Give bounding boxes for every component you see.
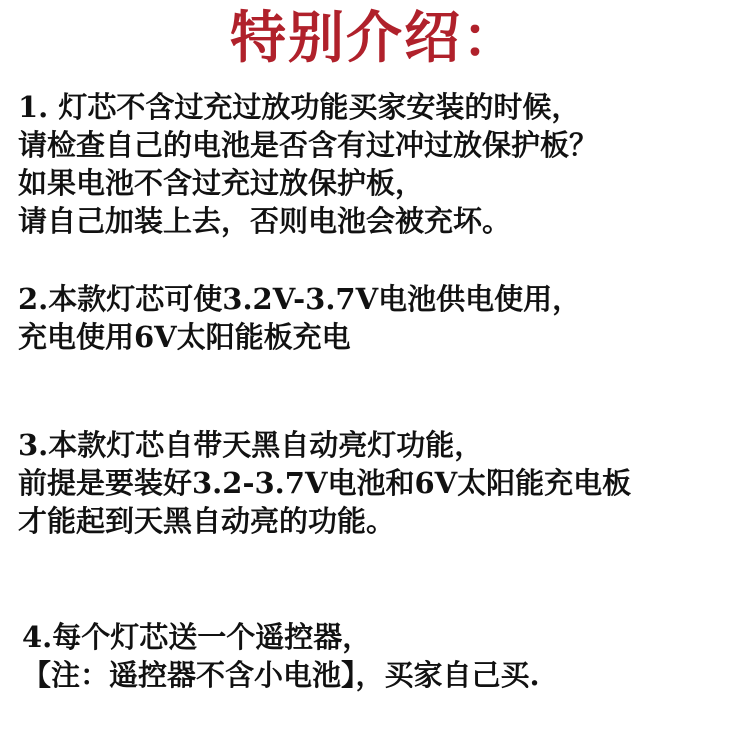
note-4-line-1: 4.每个灯芯送一个遥控器， — [22, 620, 372, 654]
note-4-line-2: 【注：遥控器不含小电池】，买家自己买. — [22, 658, 540, 692]
note-2-line-1: 2.本款灯芯可使3.2V-3.7V电池供电使用， — [18, 282, 582, 316]
note-3-line-3: 才能起到天黑自动亮的功能。 — [18, 504, 396, 538]
note-section-3 — [18, 426, 744, 540]
note-section-4 — [22, 618, 748, 694]
note-3-line-1: 3.本款灯芯自带天黑自动亮灯功能， — [18, 428, 484, 462]
note-section-1 — [18, 88, 744, 240]
note-section-2 — [18, 280, 744, 356]
note-1-line-1: 1. 灯芯不含过充过放功能买家安装的时候， — [18, 90, 581, 124]
note-2-line-2: 充电使用6V太阳能板充电 — [18, 320, 351, 354]
note-1-line-4: 请自己加装上去，否则电池会被充坏。 — [18, 204, 512, 238]
page-title: 特别介绍： — [230, 5, 520, 71]
note-1-line-3: 如果电池不含过充过放保护板， — [18, 166, 425, 200]
note-1-line-2: 请检查自己的电池是否含有过冲过放保护板？ — [18, 128, 599, 162]
note-3-line-2: 前提是要装好3.2-3.7V电池和6V太阳能充电板 — [18, 466, 632, 500]
